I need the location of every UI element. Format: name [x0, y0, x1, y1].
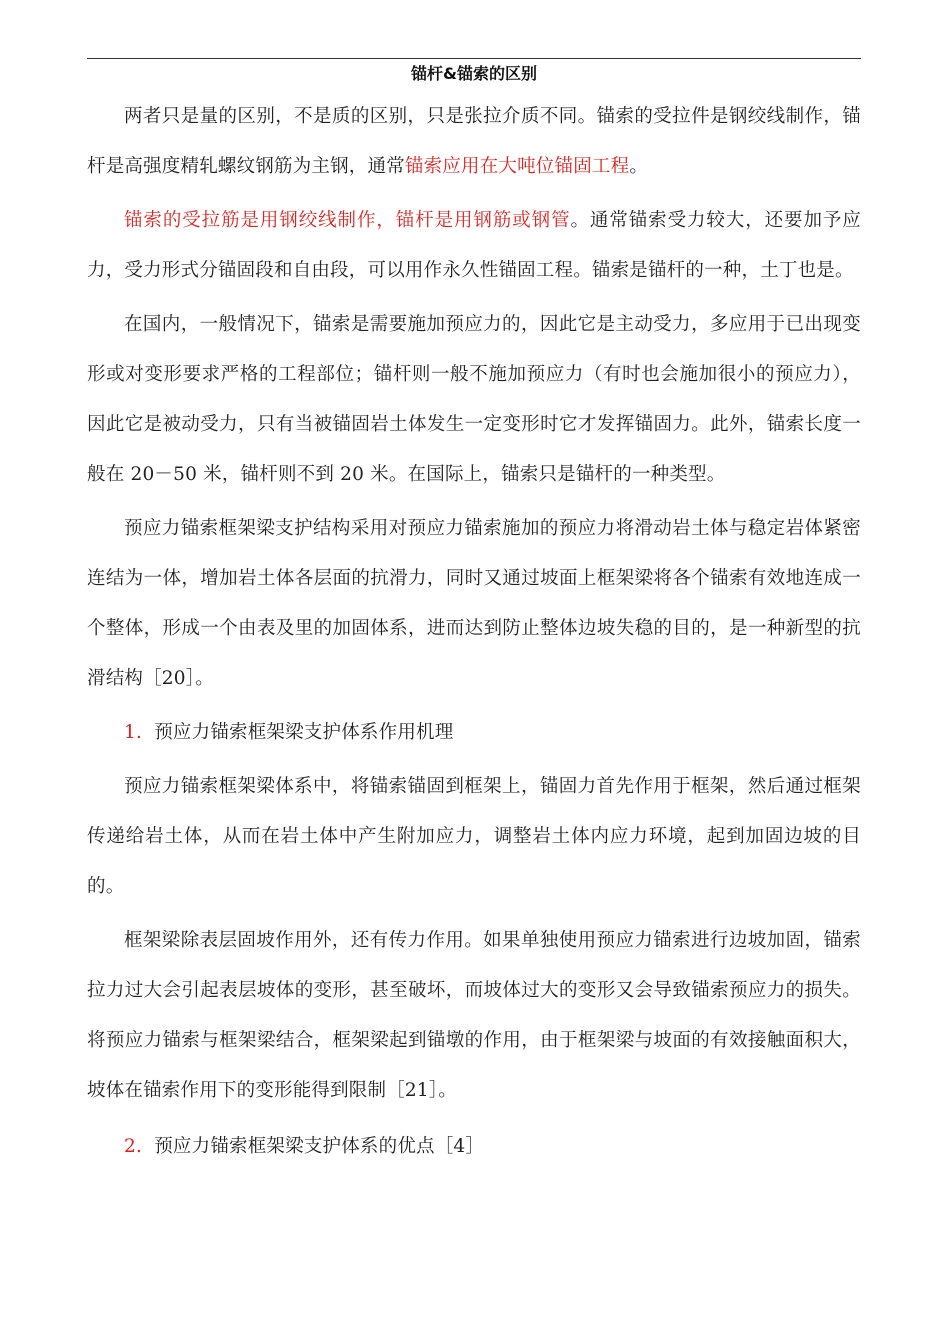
header-rule — [87, 58, 861, 59]
paragraph-2 — [87, 196, 861, 296]
paragraph-3: 在国内，一般情况下，锚索是需要施加预应力的，因此它是主动受力，多应用于已出现变形或对变形要求严格的工程部位；锚杆则一般不施加预应力（有时也会施加很小的预应力），因此它是被动受力，只有当被锚固岩土体发生一定变形时它才发挥锚固力。此外，锚索长度一般在 20－50 米，锚杆则不到 20 米。在国际上，锚索只是锚杆的一种类型。 — [87, 314, 861, 485]
paragraph-1 — [87, 92, 861, 192]
document-title: 锚杆&锚索的区别 — [411, 64, 537, 83]
paragraph-2-highlight: 锚索的受拉筋是用钢绞线制作，锚杆是用钢筋或钢管 — [124, 210, 571, 231]
paragraph-2-text: 。通常锚索受力较大，还要加予应力，受力形式分锚固段和自由段，可以用作永久性锚固工程。锚索是锚杆的一种，土丁也是。 — [87, 210, 861, 281]
document-body — [87, 92, 861, 1176]
list-item-1 — [87, 708, 861, 758]
list-item-2-number: 2. — [124, 1136, 143, 1157]
list-item-1-number: 1. — [124, 722, 143, 743]
paragraph-1-text: 两者只是量的区别，不是质的区别，只是张拉介质不同。锚索的受拉件是钢绞线制作，锚杆是高强度精轧螺纹钢筋为主钢，通常 — [87, 106, 861, 177]
list-item-2 — [87, 1122, 861, 1172]
paragraph-1-end: 。 — [629, 156, 649, 177]
paragraph-5: 预应力锚索框架梁体系中，将锚索锚固到框架上，锚固力首先作用于框架，然后通过框架传递给岩土体，从而在岩土体中产生附加应力，调整岩土体内应力环境，起到加固边坡的目的。 — [87, 776, 861, 897]
paragraph-4: 预应力锚索框架梁支护结构采用对预应力锚索施加的预应力将滑动岩土体与稳定岩体紧密连结为一体，增加岩土体各层面的抗滑力，同时又通过坡面上框架梁将各个锚索有效地连成一个整体，形成一个由表及里的加固体系，进而达到防止整体边坡失稳的目的，是一种新型的抗滑结构［20］。 — [87, 518, 861, 689]
list-item-2-text: 预应力锚索框架梁支护体系的优点［4］ — [154, 1136, 485, 1157]
paragraph-6: 框架梁除表层固坡作用外，还有传力作用。如果单独使用预应力锚索进行边坡加固，锚索拉力过大会引起表层坡体的变形，甚至破坏，而坡体过大的变形又会导致锚索预应力的损失。将预应力锚索与框架梁结合，框架梁起到锚墩的作用，由于框架梁与坡面的有效接触面积大，坡体在锚索作用下的变形能得到限制［21］。 — [87, 930, 861, 1101]
paragraph-1-highlight: 锚索应用在大吨位锚固工程 — [404, 156, 630, 177]
list-item-1-text: 预应力锚索框架梁支护体系作用机理 — [154, 722, 454, 743]
